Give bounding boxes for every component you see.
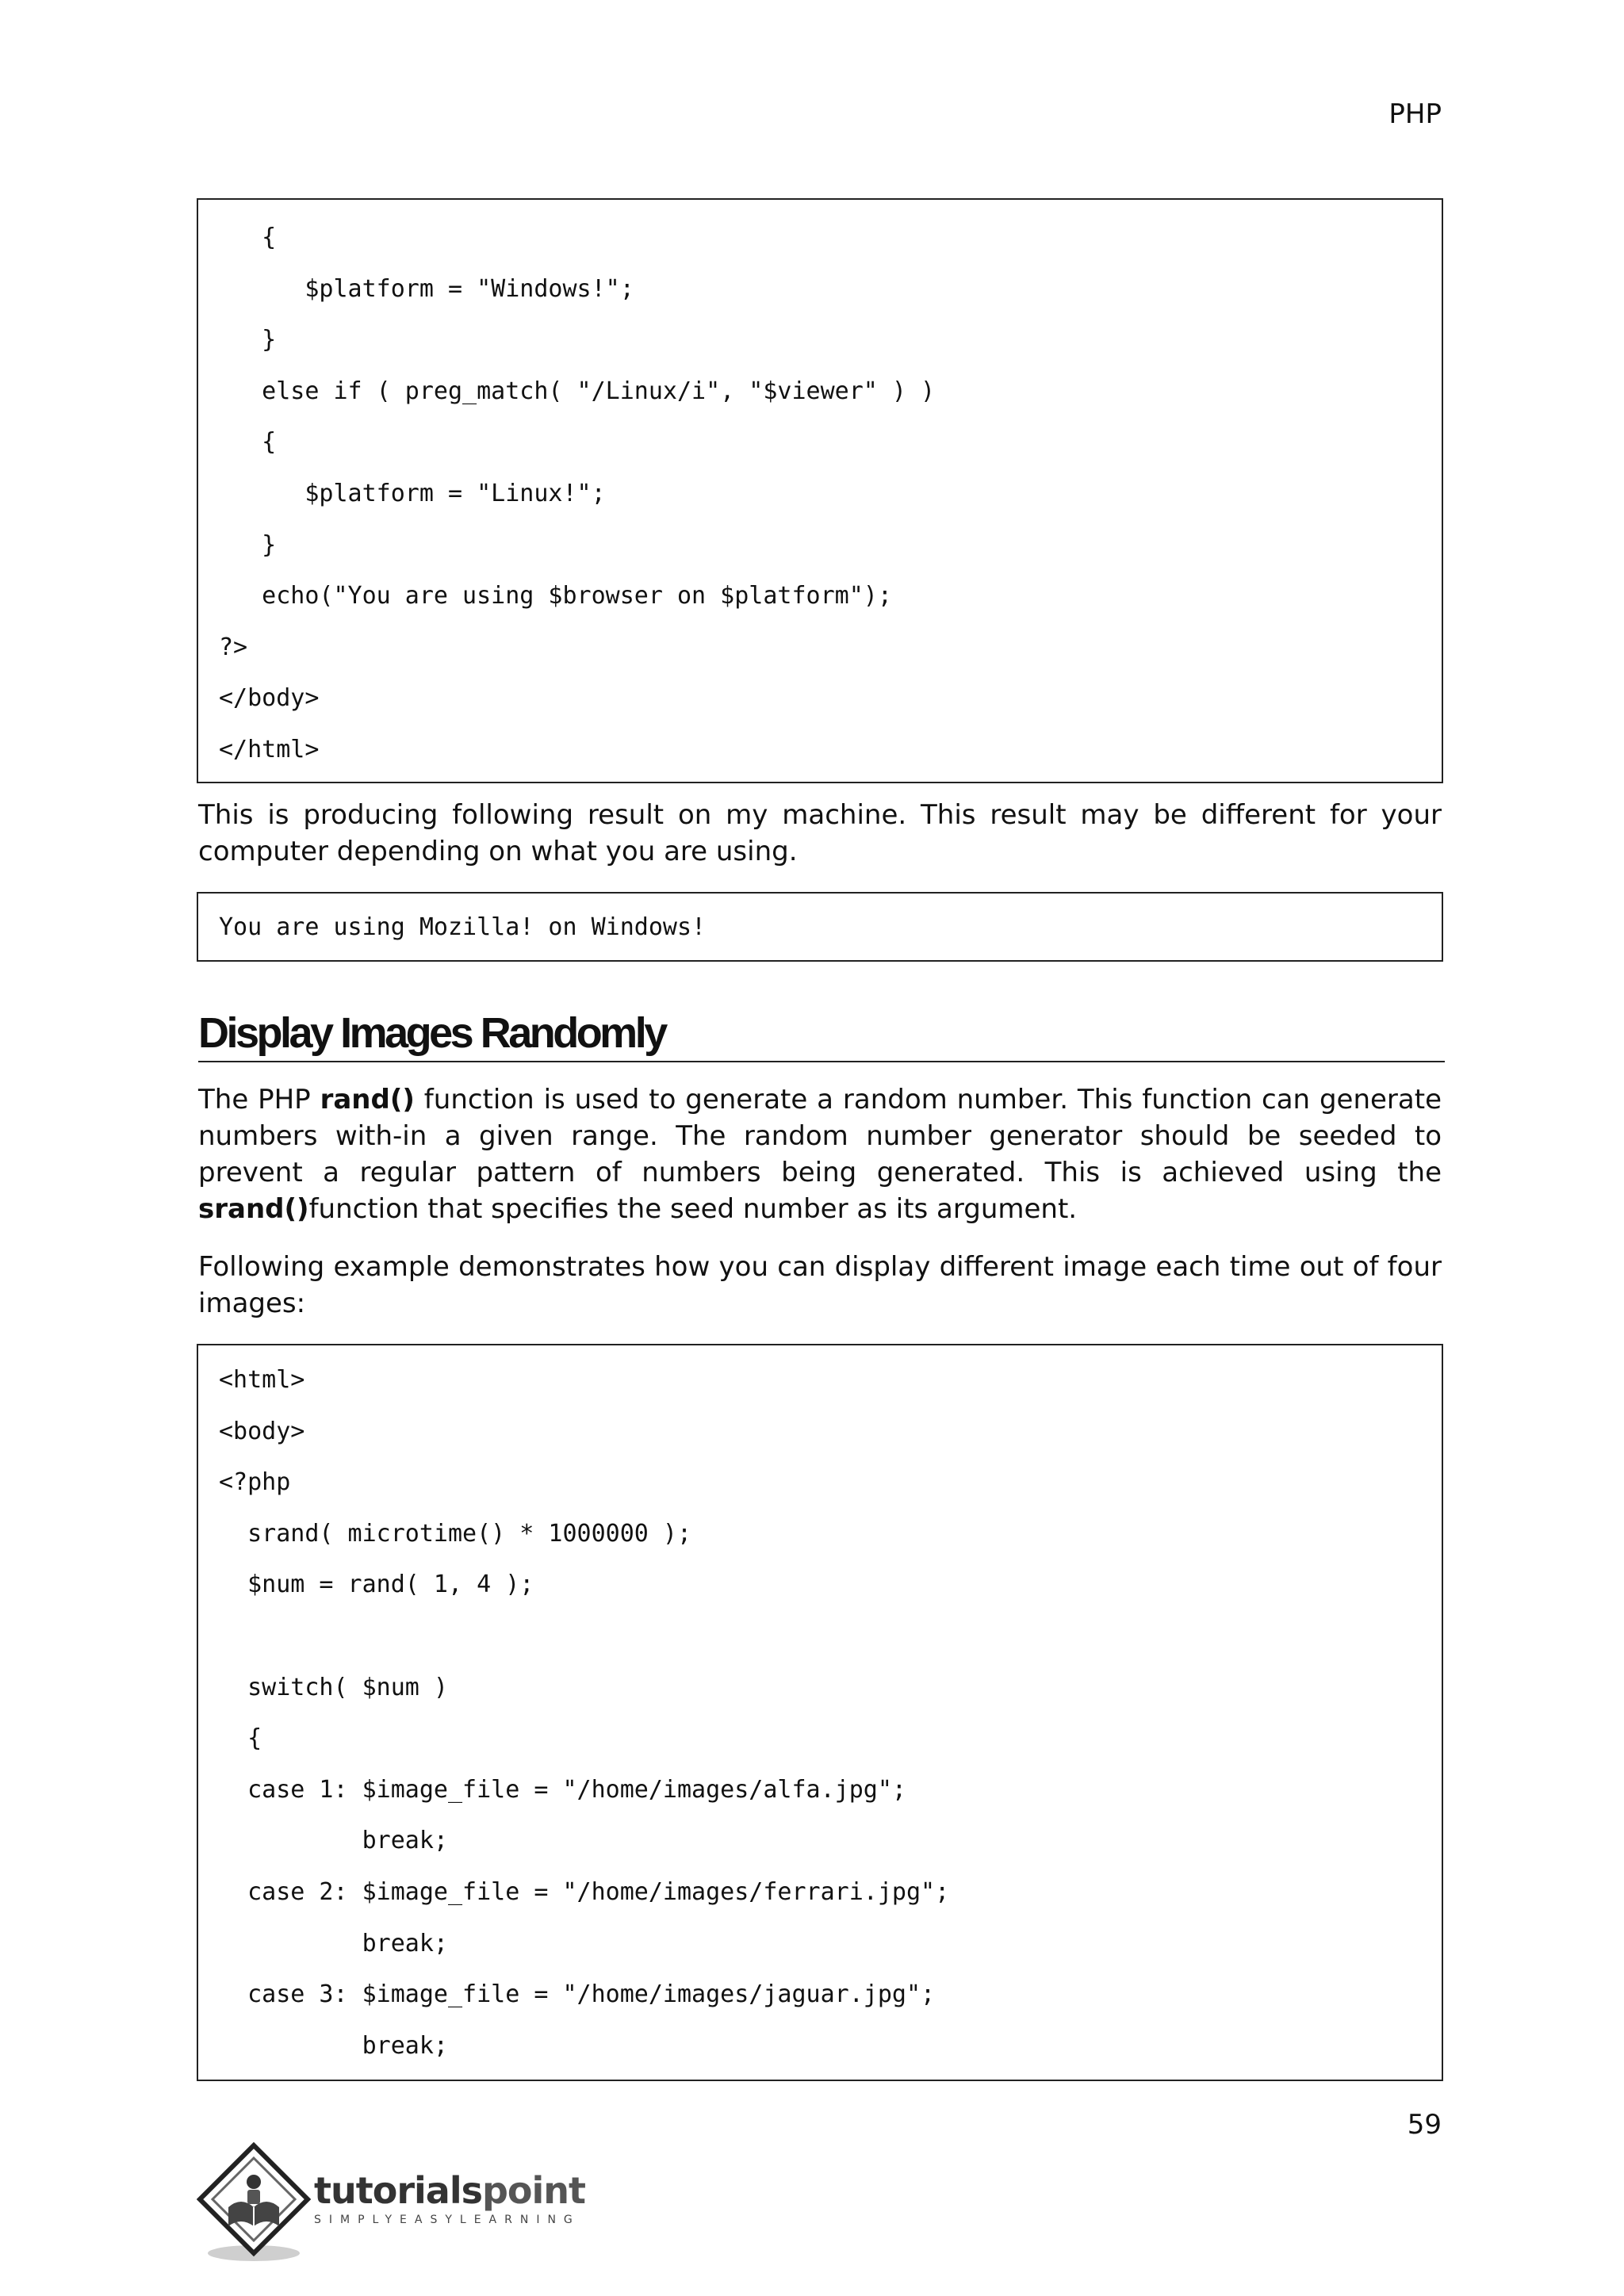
code-line: {: [219, 224, 277, 251]
code-line: ?>: [219, 633, 248, 661]
code-line: {: [219, 1724, 262, 1753]
running-header: PHP: [1388, 98, 1442, 130]
code-line: case 1: $image_file = "/home/images/alfa.jpg";: [219, 1775, 906, 1804]
code-block-example: [197, 1344, 1443, 2081]
code-line: echo("You are using $browser on $platform");: [219, 582, 892, 610]
rand-description-paragraph: [198, 1081, 1442, 1227]
code-line: </html>: [219, 736, 320, 763]
result-description-paragraph: This is producing following result on my machine. This result may be different for your computer depending on what you are using.: [198, 799, 1442, 867]
code-line: $platform = "Windows!";: [219, 274, 634, 303]
code-line: case 2: $image_file = "/home/images/ferrari.jpg";: [219, 1878, 950, 1906]
code-line: srand( microtime() * 1000000 );: [219, 1519, 692, 1548]
code-line: switch( $num ): [219, 1673, 448, 1701]
logo-word-point: point: [481, 2169, 586, 2212]
code-line: $platform = "Linux!";: [219, 480, 606, 507]
code-line: }: [219, 326, 277, 354]
logo-word-tutorials: tutorials: [314, 2169, 482, 2212]
code-line: }: [219, 530, 277, 559]
paragraph-text: function is used to generate a random number. This function can generate numbers with-in a given range. The random number generator should be seeded to prevent a regular pattern of numbers being generated. This is achieved using the: [198, 1084, 1442, 1188]
code-line: case 3: $image_file = "/home/images/jaguar.jpg";: [219, 1980, 936, 2009]
code-line: <body>: [219, 1417, 305, 1445]
logo-tagline: SIMPLYEASYLEARNING: [314, 2214, 580, 2226]
page-number: 59: [1407, 2109, 1442, 2141]
srand-function-name: srand(): [198, 1193, 309, 1225]
example-intro-paragraph: Following example demonstrates how you can display different image each time out of four images:: [198, 1251, 1442, 1319]
paragraph-text: function that specifies the seed number as its argument.: [308, 1193, 1078, 1225]
code-line: else if ( preg_match( "/Linux/i", "$viewer" ) ): [219, 377, 936, 405]
code-block-continued: [197, 198, 1443, 783]
rand-function-name: rand(): [320, 1084, 415, 1115]
code-line: {: [219, 428, 277, 457]
paragraph-text: The PHP: [198, 1084, 320, 1115]
code-line: break;: [219, 1929, 448, 1957]
code-line: <?php: [219, 1468, 291, 1497]
logo-emblem-icon: [197, 2141, 316, 2267]
code-line: break;: [219, 1827, 448, 1855]
tutorialspoint-logo: [197, 2141, 586, 2271]
code-line: </body>: [219, 684, 320, 713]
output-text: You are using Mozilla! on Windows!: [219, 913, 707, 941]
output-block: [197, 892, 1443, 962]
code-line: $num = rand( 1, 4 );: [219, 1571, 534, 1599]
logo-wordmark: [314, 2169, 585, 2212]
section-heading: Display Images Randomly: [198, 1008, 1445, 1062]
code-line: <html>: [219, 1366, 305, 1394]
code-line: break;: [219, 2031, 448, 2060]
